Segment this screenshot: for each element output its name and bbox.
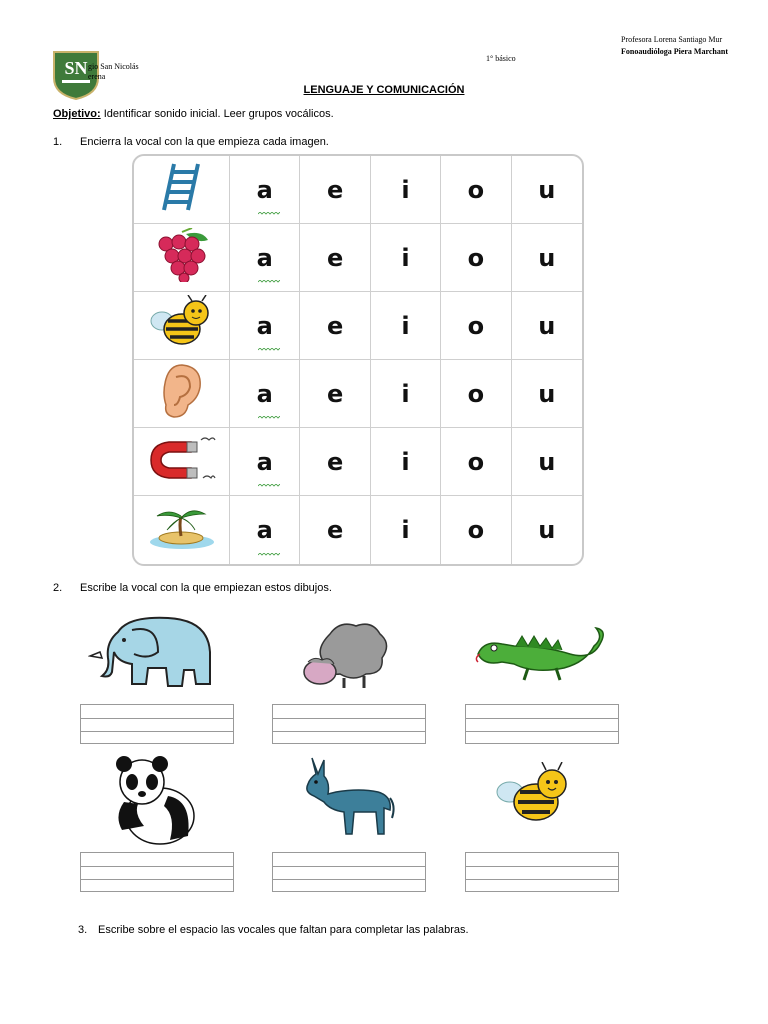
objective-label: Objetivo: [53,108,101,120]
grid-picture-cell [134,292,230,360]
spellcheck-squiggle [258,474,280,477]
question-3-number: 3. [78,924,88,936]
vowel-option-o[interactable] [441,428,511,496]
vowel-option-o[interactable] [441,292,511,360]
question-1-number: 1. [53,136,63,148]
vowel-letter: u [538,379,556,408]
vowel-option-e[interactable] [300,360,370,428]
panda-icon [104,756,200,851]
bee-icon [150,295,214,356]
vowel-option-e[interactable] [300,224,370,292]
vowel-letter: e [326,516,344,544]
objective [53,108,334,120]
answer-box-iguana[interactable] [465,704,619,744]
vowel-option-u[interactable] [512,360,582,428]
vowel-letter: o [467,447,485,476]
school-line-2: erena [88,72,106,81]
vowel-letter: a [256,311,273,340]
grid-picture-cell [134,224,230,292]
vowel-letter: e [326,311,344,340]
vowel-option-a[interactable] [230,224,300,292]
elephant-icon [88,612,218,699]
vowel-grid [132,154,584,566]
answer-box-sheep[interactable] [272,704,426,744]
vowel-letter: e [326,243,344,272]
vowel-option-o[interactable] [441,224,511,292]
vowel-letter: u [538,516,556,544]
grid-picture-cell [134,360,230,428]
vowel-letter: u [538,447,556,476]
vowel-letter: o [467,379,485,408]
svg-text:SN: SN [64,58,88,78]
school-line-1: gio San Nicolás [88,62,139,71]
vowel-letter: i [401,516,410,544]
question-2-text: Escribe la vocal con la que empiezan estos dibujos. [80,582,332,594]
vowel-option-a[interactable] [230,360,300,428]
teacher-line-2: Fonoaudióloga Piera Marchant [621,47,728,56]
vowel-letter: i [401,243,410,272]
answer-box-bee[interactable] [465,852,619,892]
grid-picture-cell [134,496,230,564]
vowel-letter: e [326,447,344,476]
question-1-text: Encierra la vocal con la que empieza cada imagen. [80,136,329,148]
question-2 [53,582,332,594]
grid-picture-cell [134,428,230,496]
vowel-letter: a [256,243,273,272]
vowel-letter: i [401,379,410,408]
ladder-icon [160,162,204,217]
vowel-option-i[interactable] [371,496,441,564]
grid-picture-cell [134,156,230,224]
vowel-letter: a [256,379,273,408]
question-3 [78,924,469,936]
teacher-names [621,34,728,58]
vowel-letter: o [467,243,485,272]
vowel-option-i[interactable] [371,360,441,428]
vowel-option-a[interactable] [230,292,300,360]
vowel-letter: i [401,447,410,476]
vowel-option-u[interactable] [512,224,582,292]
grade-label: 1° básico [486,54,516,63]
ear-icon [160,363,204,424]
iguana-icon [474,624,610,691]
vowel-letter: a [256,447,273,476]
question-2-number: 2. [53,582,63,594]
vowel-option-i[interactable] [371,224,441,292]
spellcheck-squiggle [258,338,280,341]
answer-box-elephant[interactable] [80,704,234,744]
grapes-icon [152,228,212,287]
vowel-option-u[interactable] [512,428,582,496]
spellcheck-squiggle [258,202,280,205]
vowel-option-i[interactable] [371,292,441,360]
vowel-letter: a [256,175,273,204]
question-1 [53,136,329,148]
vowel-option-o[interactable] [441,496,511,564]
donkey-icon [300,756,396,843]
vowel-letter: o [467,175,485,204]
vowel-option-o[interactable] [441,360,511,428]
spellcheck-squiggle [258,406,280,409]
island-icon [147,506,217,555]
vowel-letter: e [326,175,344,204]
vowel-letter: e [326,379,344,408]
magnet-icon [147,434,217,489]
vowel-option-u[interactable] [512,156,582,224]
vowel-letter: u [538,175,556,204]
vowel-letter: i [401,311,410,340]
vowel-option-u[interactable] [512,496,582,564]
vowel-option-i[interactable] [371,428,441,496]
bee-icon [496,762,576,837]
vowel-letter: u [538,243,556,272]
vowel-option-e[interactable] [300,428,370,496]
vowel-letter: o [467,311,485,340]
vowel-option-e[interactable] [300,496,370,564]
spellcheck-squiggle [258,543,280,546]
vowel-option-u[interactable] [512,292,582,360]
school-name [88,62,139,82]
vowel-option-a[interactable] [230,156,300,224]
answer-box-panda[interactable] [80,852,234,892]
vowel-option-e[interactable] [300,292,370,360]
spellcheck-squiggle [258,270,280,273]
vowel-option-e[interactable] [300,156,370,224]
vowel-option-o[interactable] [441,156,511,224]
answer-box-donkey[interactable] [272,852,426,892]
vowel-option-i[interactable] [371,156,441,224]
page-title: LENGUAJE Y COMUNICACIÓN [303,84,465,96]
sheep-icon [300,620,390,695]
vowel-letter: i [401,175,410,204]
vowel-letter: o [467,516,485,544]
objective-text: Identificar sonido inicial. Leer grupos vocálicos. [100,108,334,120]
vowel-option-a[interactable] [230,428,300,496]
question-3-text: Escribe sobre el espacio las vocales que faltan para completar las palabras. [98,924,469,936]
teacher-line-1: Profesora Lorena Santiago Mur [621,35,723,44]
vowel-letter: a [256,516,273,544]
vowel-option-a[interactable] [230,496,300,564]
vowel-letter: u [538,311,556,340]
